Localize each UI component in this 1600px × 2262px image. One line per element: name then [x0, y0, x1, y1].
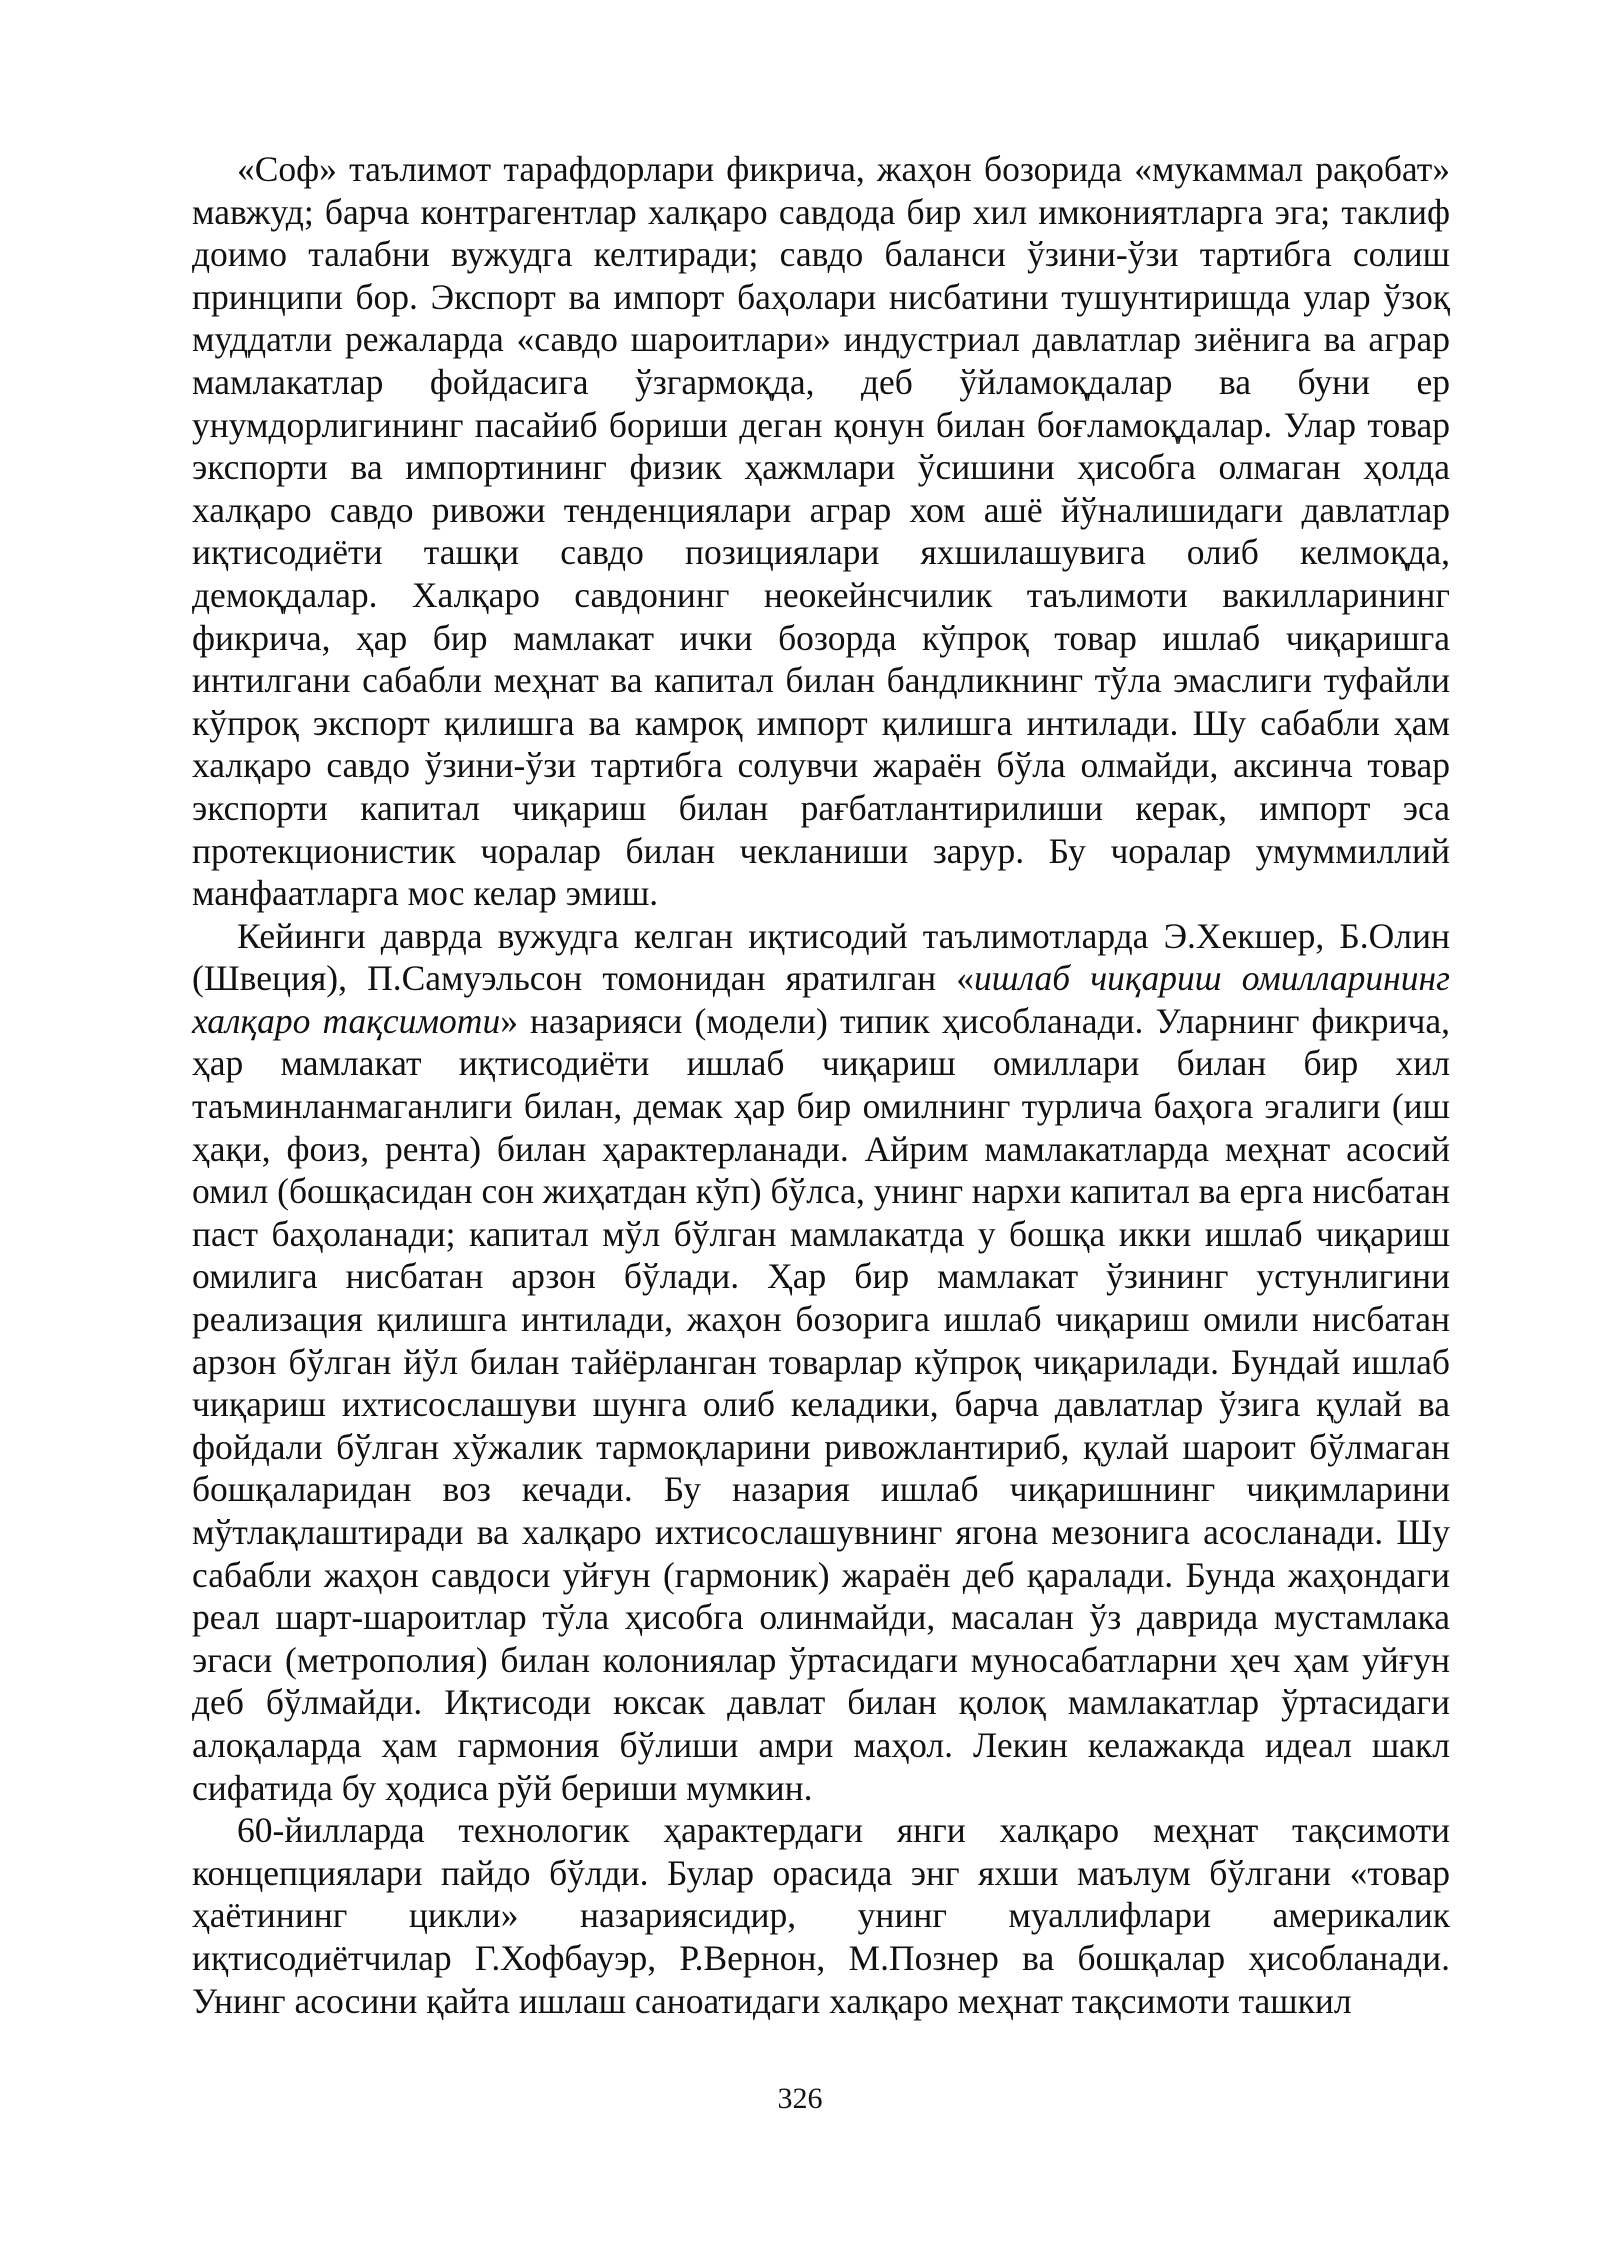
paragraph-1-text: «Соф» таълимот тарафдорлари фикрича, жаҳон бозорида «мукаммал рақобат» мавжуд; барча контрагентлар халқаро савдода бир хил имкониятларга эга; таклиф доимо талабни вужудга келтиради; савдо баланси ўзини-ўзи тартибга солиш принципи бор. Экспорт ва импорт баҳолари нисбатини тушунтиришда улар ўзоқ муддатли режаларда «савдо шароитлари» индустриал давлатлар зиёнига ва аграр мамлакатлар фойдасига ўзгармоқда, деб ўйламоқдалар ва буни ер унумдорлигининг пасайиб бориши деган қонун билан боғламоқдалар. Улар товар экспорти ва импортининг физик ҳажмлари ўсишини ҳисобга олмаган ҳолда халқаро савдо ривожи тенденциялари аграр хом ашё йўналишидаги давлатлар иқтисодиёти ташқи савдо позициялари яхшилашувига олиб келмоқда, демоқдалар. Халқаро савдонинг неокейнсчилик таълимоти вакилларининг фикрича, ҳар бир мамлакат ички бозорда кўпроқ товар ишлаб чиқаришга интилгани сабабли меҳнат ва капитал билан бандликнинг тўла эмаслиги туфайли кўпроқ экспорт қилишга ва камроқ импорт қилишга интилади. Шу сабабли ҳам халқаро савдо ўзини-ўзи тартибга солувчи жараён бўла олмайди, аксинча товар экспорти капитал чиқариш билан рағбатлантирилиши керак, импорт эса протекционистик чоралар билан чекланиши зарур. Бу чоралар умуммиллий манфаатларга мос келар эмиш.: [192, 149, 1450, 914]
paragraph-3: [192, 1809, 1450, 2022]
paragraph-2-text-start: Кейинги даврда вужудга келган иқтисодий таълимотларда Э.Хекшер, Б.Олин (Швеция), П.Самуэльсон томонидан яратилган «: [192, 915, 1450, 999]
paragraph-2: [192, 915, 1450, 1809]
page-number: 326: [777, 2082, 823, 2115]
paragraph-2-text-rest: » назарияси (модели) типик ҳисобланади. Уларнинг фикрича, ҳар мамлакат иқтисодиёти ишлаб чиқариш омиллари билан бир хил таъминланмаганлиги билан, демак ҳар бир омилнинг турлича баҳога эгалиги (иш ҳақи, фоиз, рента) билан ҳарактерланади. Айрим мамлакатларда меҳнат асосий омил (бошқасидан сон жиҳатдан кўп) бўлса, унинг нархи капитал ва ерга нисбатан паст баҳоланади; капитал мўл бўлган мамлакатда у бошқа икки ишлаб чиқариш омилига нисбатан арзон бўлади. Ҳар бир мамлакат ўзининг устунлигини реализация қилишга интилади, жаҳон бозорига ишлаб чиқариш омили нисбатан арзон бўлган йўл билан тайёрланган товарлар кўпроқ чиқарилади. Бундай ишлаб чиқариш ихтисослашуви шунга олиб келадики, барча давлатлар ўзига қулай ва фойдали бўлган хўжалик тармоқларини ривожлантириб, қулай шароит бўлмаган бошқаларидан воз кечади. Бу назария ишлаб чиқаришнинг чиқимларини мўтлақлаштиради ва халқаро ихтисослашувнинг ягона мезонига асосланади. Шу сабабли жаҳон савдоси уйғун (гармоник) жараён деб қаралади. Бунда жаҳондаги реал шарт-шароитлар тўла ҳисобга олинмайди, масалан ўз даврида мустамлака эгаси (метрополия) билан колониялар ўртасидаги муносабатларни ҳеч ҳам уйғун деб бўлмайди. Иқтисоди юксак давлат билан қолоқ мамлакатлар ўртасидаги алоқаларда ҳам гармония бўлиши амри маҳол. Лекин келажакда идеал шакл сифатида бу ҳодиса рўй бериши мумкин.: [192, 1000, 1451, 1808]
paragraph-2-italic-term: ишлаб чиқариш омилларининг халқаро тақсимоти: [192, 958, 1450, 1041]
body-text: [192, 148, 1450, 2022]
paragraph-3-text: 60-йилларда технологик ҳарактердаги янги халқаро меҳнат тақсимоти концепциялари пайдо бўлди. Булар орасида энг яхши маълум бўлгани «товар ҳаётининг цикли» назариясидир, унинг муаллифлари америкалик иқтисодиётчилар Г.Хофбауэр, Р.Вернон, М.Познер ва бошқалар ҳисобланади. Унинг асосини қайта ишлаш саноатидаги халқаро меҳнат тақсимоти ташкил: [192, 1810, 1450, 2021]
paragraph-1: [192, 148, 1450, 915]
